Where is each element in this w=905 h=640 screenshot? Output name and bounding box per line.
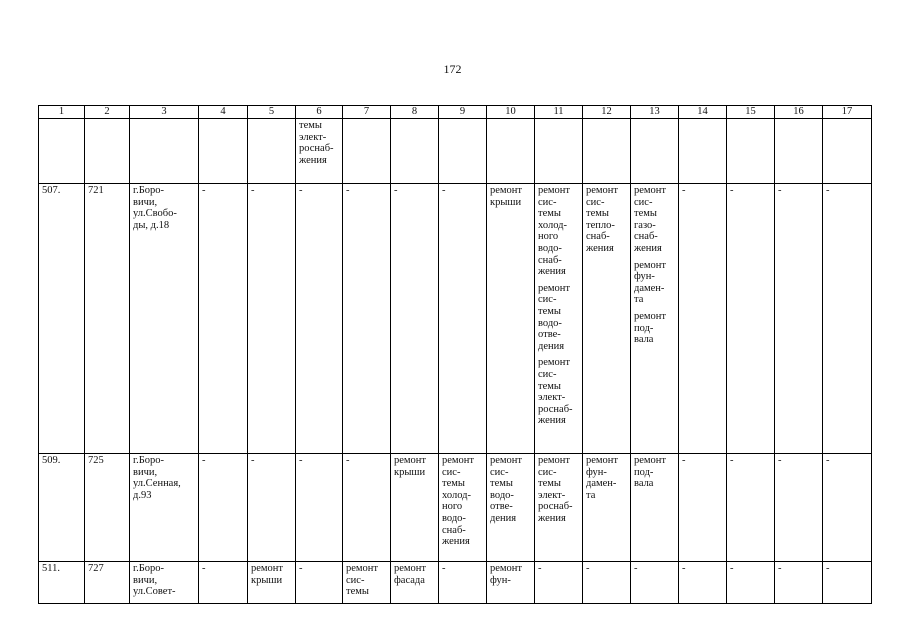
cell-entry: ремонт сис- темы тепло- снаб- жения [586, 185, 619, 254]
table-row [39, 184, 872, 454]
table-cell [583, 184, 631, 454]
cell-entry: ремонт крыши [394, 455, 427, 478]
cell-entry: - [202, 563, 206, 574]
table-cell [775, 454, 823, 562]
table-cell [535, 184, 583, 454]
column-header: 5 [248, 106, 296, 119]
cell-entry: - [442, 185, 446, 196]
table-cell [727, 119, 775, 184]
cell-entry: - [634, 563, 638, 574]
table-cell [487, 119, 535, 184]
cell-entry: темы элект- роснаб- жения [299, 120, 334, 166]
table-cell [823, 562, 872, 604]
cell-entry: - [394, 185, 398, 196]
table-cell [631, 184, 679, 454]
cell-entry: - [538, 563, 542, 574]
table-cell [679, 184, 727, 454]
table-cell [39, 562, 85, 604]
table-cell [439, 562, 487, 604]
table-cell [727, 454, 775, 562]
table-cell [39, 454, 85, 562]
column-header: 7 [343, 106, 391, 119]
cell-entry: - [826, 563, 830, 574]
cell-entry: - [299, 563, 303, 574]
cell-entry: ремонт фасада [394, 563, 427, 586]
table-cell [583, 119, 631, 184]
cell-entry: - [778, 455, 782, 466]
table-cell [130, 119, 199, 184]
cell-entry: - [202, 455, 206, 466]
cell-entry: - [826, 185, 830, 196]
table-cell [248, 562, 296, 604]
table-cell [775, 184, 823, 454]
table-cell [487, 454, 535, 562]
column-header: 13 [631, 106, 679, 119]
cell-entry: г.Боро- вичи, ул.Свобо- ды, д.18 [133, 185, 177, 231]
cell-entry: 725 [88, 455, 104, 466]
table-cell [296, 562, 343, 604]
repair-schedule-table [38, 105, 872, 604]
table-cell [39, 119, 85, 184]
cell-entry: - [682, 185, 686, 196]
table-cell [439, 454, 487, 562]
cell-entry: - [730, 185, 734, 196]
column-number-row [39, 106, 872, 119]
table-cell [296, 184, 343, 454]
table-cell [296, 454, 343, 562]
table-cell [391, 454, 439, 562]
cell-entry: - [251, 185, 255, 196]
column-header: 8 [391, 106, 439, 119]
cell-entry: - [682, 563, 686, 574]
table-cell [727, 184, 775, 454]
cell-entry: 511. [42, 563, 60, 574]
table-cell [391, 119, 439, 184]
table-cell [679, 454, 727, 562]
table-cell [487, 184, 535, 454]
table-cell [343, 454, 391, 562]
table-cell [679, 562, 727, 604]
table-cell [39, 184, 85, 454]
cell-entry: ремонт сис- темы холод- ного водо- снаб- жения [442, 455, 475, 548]
column-header: 16 [775, 106, 823, 119]
table-cell [391, 562, 439, 604]
cell-entry: ремонт фун- дамен- та [586, 455, 619, 501]
column-header: 6 [296, 106, 343, 119]
table-cell [487, 562, 535, 604]
table-row [39, 454, 872, 562]
table-cell [85, 119, 130, 184]
cell-entry: ремонт сис- темы элект- роснаб- жения [538, 455, 573, 524]
cell-entry: ремонт сис- темы газо- снаб- жения [634, 185, 667, 254]
cell-entry: - [251, 455, 255, 466]
column-header: 14 [679, 106, 727, 119]
table-cell [130, 184, 199, 454]
table-cell [248, 119, 296, 184]
table-cell [343, 119, 391, 184]
cell-entry: ремонт сис- темы элект- роснаб- жения [538, 357, 573, 427]
cell-entry: - [730, 563, 734, 574]
table-cell [727, 562, 775, 604]
cell-entry: - [778, 185, 782, 196]
table-cell [823, 119, 872, 184]
table-cell [823, 454, 872, 562]
cell-entry: ремонт сис- темы холод- ного водо- снаб- жения [538, 185, 571, 278]
table-cell [439, 119, 487, 184]
table-cell [583, 562, 631, 604]
table-cell [535, 119, 583, 184]
page-number: 172 [443, 62, 462, 76]
cell-entry: - [299, 185, 303, 196]
cell-entry: ремонт фун- дамен- та [634, 259, 667, 306]
cell-entry: ремонт под- вала [634, 455, 667, 490]
cell-entry: г.Боро- вичи, ул.Сенная, д.93 [133, 455, 181, 501]
cell-entry: 721 [88, 185, 104, 196]
table-cell [775, 562, 823, 604]
table-cell [631, 562, 679, 604]
table-row [39, 562, 872, 604]
table-cell [199, 119, 248, 184]
cell-entry: - [778, 563, 782, 574]
table-cell [248, 184, 296, 454]
cell-entry: ремонт сис- темы [346, 563, 379, 598]
cell-entry: ремонт крыши [251, 563, 284, 586]
cell-entry: 509. [42, 455, 61, 466]
table-row [39, 119, 872, 184]
table-cell [775, 119, 823, 184]
table-cell [343, 184, 391, 454]
table-cell [583, 454, 631, 562]
column-header: 10 [487, 106, 535, 119]
cell-entry: - [730, 455, 734, 466]
cell-entry: - [826, 455, 830, 466]
column-header: 12 [583, 106, 631, 119]
table-cell [296, 119, 343, 184]
cell-entry: 727 [88, 563, 104, 574]
table-cell [535, 562, 583, 604]
table-cell [631, 454, 679, 562]
table-cell [199, 454, 248, 562]
cell-entry: - [442, 563, 446, 574]
cell-entry: ремонт фун- [490, 563, 523, 586]
table-cell [823, 184, 872, 454]
column-header: 1 [39, 106, 85, 119]
table-cell [85, 454, 130, 562]
table-cell [130, 562, 199, 604]
cell-entry: ремонт сис- темы водо- отве- дения [490, 455, 523, 524]
column-header: 2 [85, 106, 130, 119]
table-cell [248, 454, 296, 562]
table-cell [85, 184, 130, 454]
table-cell [391, 184, 439, 454]
cell-entry: ремонт сис- темы водо- отве- дения [538, 282, 571, 352]
cell-entry: - [586, 563, 590, 574]
table-cell [679, 119, 727, 184]
table-cell [631, 119, 679, 184]
column-header: 9 [439, 106, 487, 119]
cell-entry: ремонт под- вала [634, 310, 667, 346]
table-cell [439, 184, 487, 454]
cell-entry: - [202, 185, 206, 196]
column-header: 11 [535, 106, 583, 119]
table-cell [535, 454, 583, 562]
column-header: 3 [130, 106, 199, 119]
cell-entry: - [346, 455, 350, 466]
table-cell [85, 562, 130, 604]
table-cell [343, 562, 391, 604]
cell-entry: ремонт крыши [490, 185, 523, 208]
table-body [39, 119, 872, 604]
cell-entry: - [346, 185, 350, 196]
column-header: 17 [823, 106, 872, 119]
column-header: 15 [727, 106, 775, 119]
cell-entry: г.Боро- вичи, ул.Совет- [133, 563, 176, 598]
cell-entry: 507. [42, 185, 61, 196]
cell-entry: - [299, 455, 303, 466]
cell-entry: - [682, 455, 686, 466]
table-cell [130, 454, 199, 562]
table-cell [199, 562, 248, 604]
column-header: 4 [199, 106, 248, 119]
table-cell [199, 184, 248, 454]
